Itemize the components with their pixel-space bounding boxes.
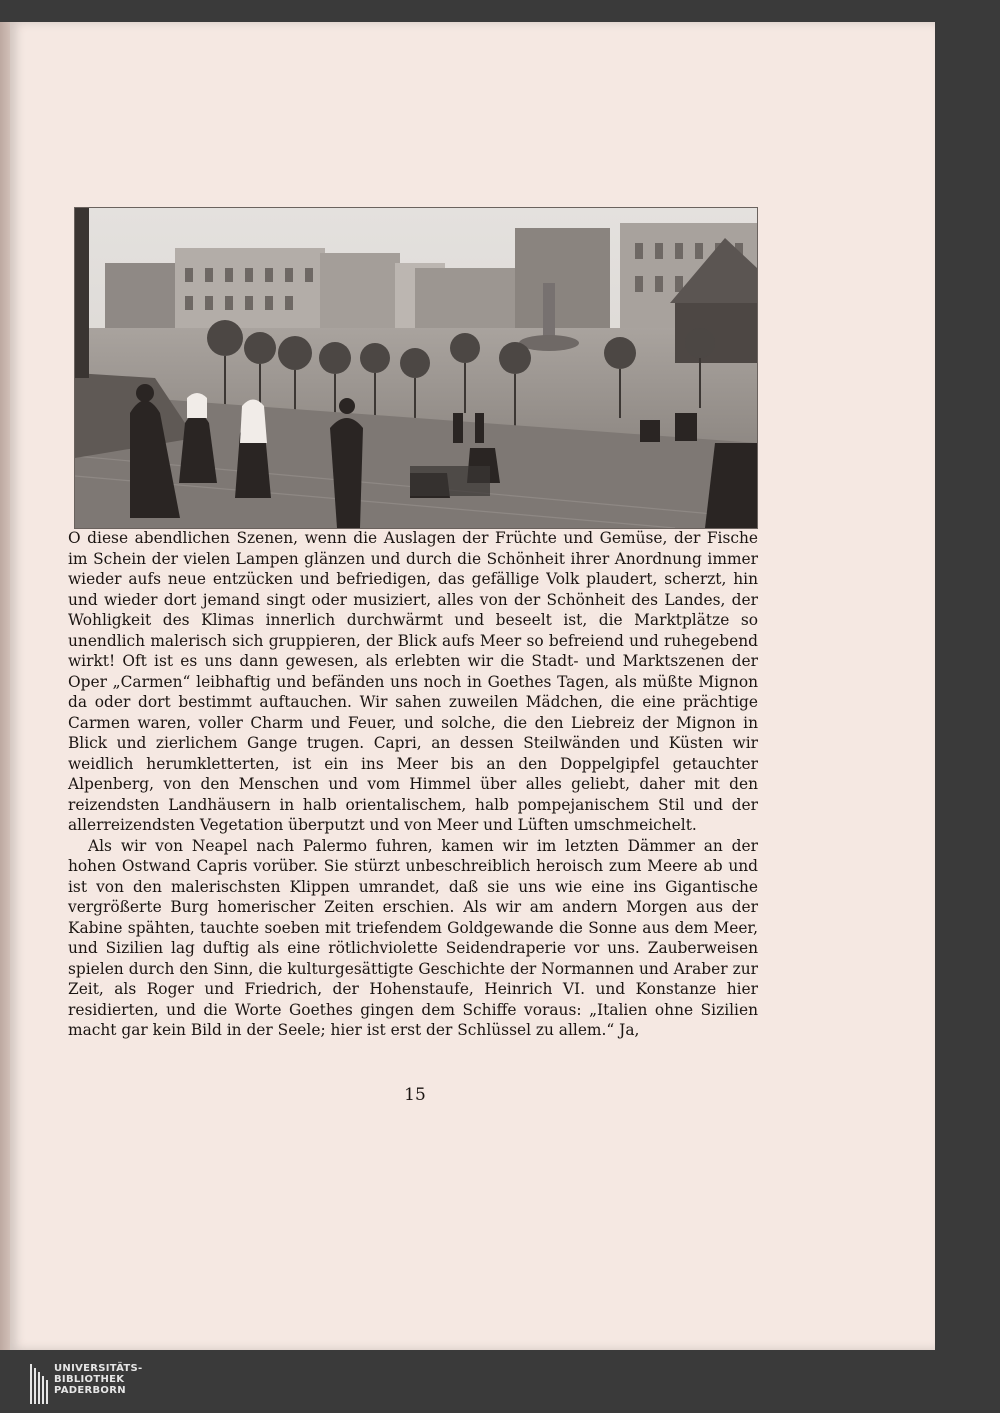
library-name-line-3: PADERBORN <box>54 1385 126 1396</box>
library-footer <box>0 1350 1000 1413</box>
library-name <box>54 1363 143 1396</box>
paragraph-2: Als wir von Neapel nach Palermo fuhren, kamen wir im letzten Dämmer an der hohen Ostwand Capris vorüber. Sie stürzt unbeschreiblich heroisch zum Meere ab und ist von den malerischsten Klippen umrandet, daß sie uns wie eine ins Gigantische vergrößerte Burg homerischer Zeiten erschien. Als wir am andern Morgen aus der Kabine spähten, tauchte soeben mit triefendem Goldgewande die Sonne aus dem Meer, und Sizilien lag duftig als eine rötlichviolette Seidendraperie vor uns. Zauberweisen spielen durch den Sinn, die kulturgesättigte Geschichte der Normannen und Araber zur Zeit, als Roger und Friedrich, der Hohenstaufe, Heinrich VI. und Konstanze hier residierten, und die Worte Goethes gingen dem Schiffe voraus: „Italien ohne Sizilien macht gar kein Bild in der Seele; hier ist erst der Schlüssel zu allem.“ Ja, <box>68 836 758 1039</box>
paragraph-1: O diese abendlichen Szenen, wenn die Auslagen der Früchte und Gemüse, der Fische im Schein der vielen Lampen glänzen und durch die Schönheit ihrer Anordnung immer wieder aufs neue entzücken und befriedigen, das gefällige Volk plaudert, scherzt, hin und wieder dort jemand singt oder musiziert, alles von der Schönheit des Landes, der Wohligkeit des Klimas innerlich durchwärmt und beseelt ist, die Marktplätze so unendlich malerisch sich gruppieren, der Blick aufs Meer so befreiend und ruhegebend wirkt! Oft ist es uns dann gewesen, als erlebten wir die Stadt- und Marktszenen der Oper „Carmen“ leibhaftig und befänden uns noch in Goethes Tagen, als müßte Mignon da oder dort bestimmt auftauchen. Wir sahen zuweilen Mädchen, die eine prächtige Carmen waren, voller Charm und Feuer, und solche, die den Liebreiz der Mignon in Blick und zierlichem Gange trugen. Capri, an dessen Steilwänden und Küsten wir weidlich herumkletterten, ist ein ins Meer bis an den Doppelgipfel getauchter Alpenberg, von den Menschen und vom Himmel über alles geliebt, daher mit den reizendsten Landhäusern in halb orientalischem, halb pompejanischem Stil und der allerreizendsten Vegetation überputzt und von Meer und Lüften umschmeichelt. <box>68 529 758 834</box>
library-logo-icon <box>30 1364 50 1404</box>
library-name-line-2: BIBLIOTHEK <box>54 1374 125 1385</box>
library-name-line-1: UNIVERSITÄTS- <box>54 1363 143 1374</box>
page-number: 15 <box>404 1085 426 1105</box>
body-text <box>68 528 758 1041</box>
piazza-photograph <box>74 207 758 529</box>
